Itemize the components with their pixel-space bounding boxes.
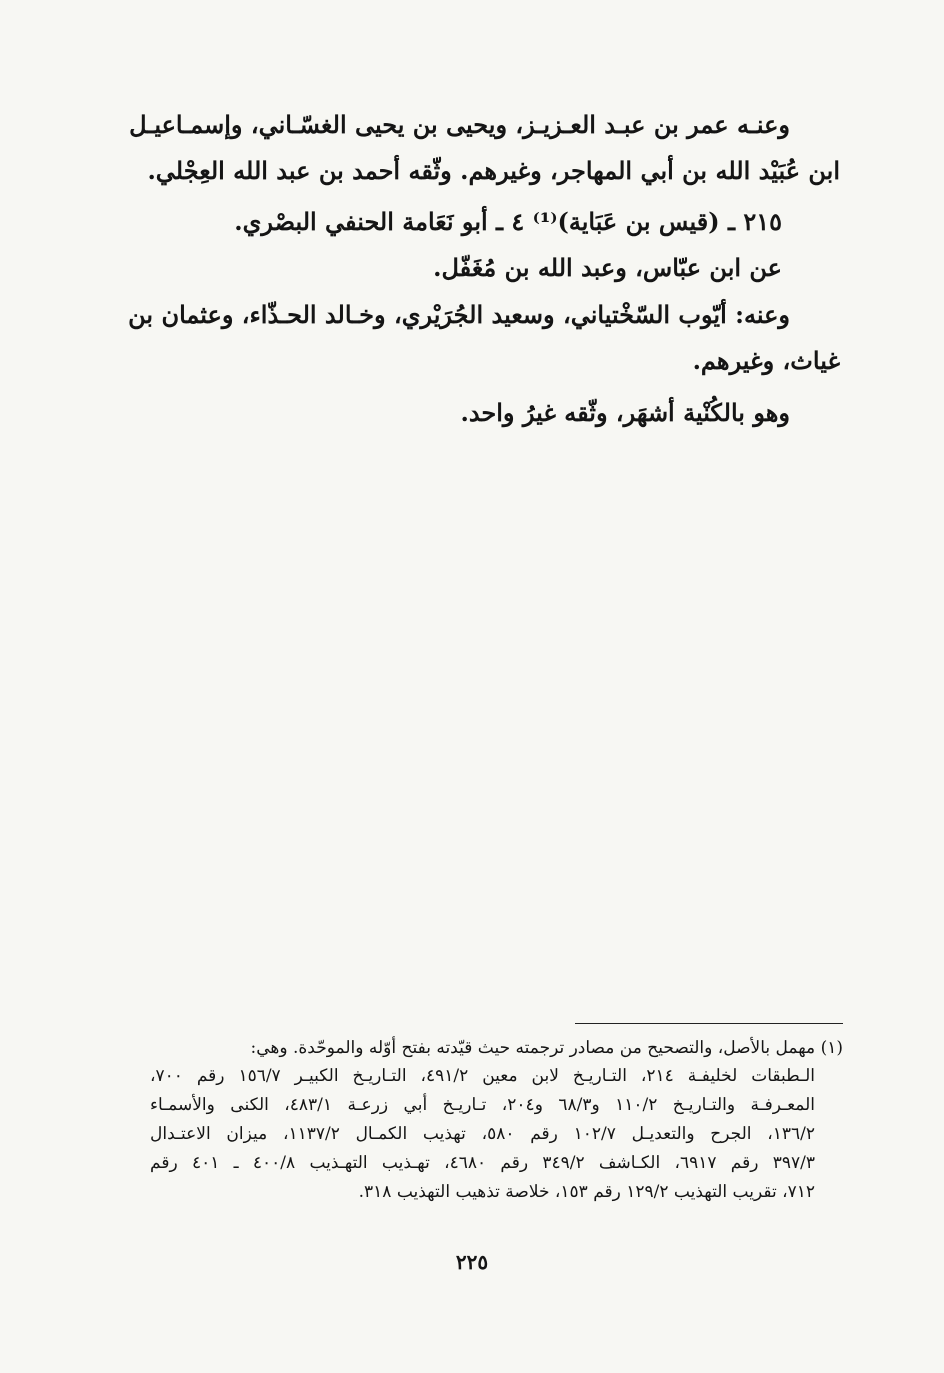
entry-heading: ٢١٥ ـ (قيس بن عَبَاية)⁽¹⁾ ٤ ـ أبو نَعَامة الحنفي البصْري. (234, 207, 782, 236)
footnote-line: الـطبقات لخليفـة ٢١٤، التـاريـخ لابن معين ٤٩١/٢، التـاريـخ الكبيـر ١٥٦/٧ رقم ٧٠٠، (150, 1066, 815, 1086)
main-text-line: وعنـه عمر بن عبـد العـزيـز، ويحيى بن يحيى الغسّـاني، وإسمـاعيـل (129, 110, 790, 139)
footnote-divider (575, 1023, 843, 1024)
footnote-line: ٧١٢، تقريب التهذيب ١٢٩/٢ رقم ١٥٣، خلاصة تذهيب التهذيب ٣١٨. (358, 1182, 815, 1202)
main-text-line: ابن عُبَيْد الله بن أبي المهاجر، وغيرهم. وثّقه أحمد بن عبد الله العِجْلي. (147, 156, 840, 185)
main-text-line: وعنه: أيّوب السّخْتياني، وسعيد الجُرَيْري، وخـالد الحـذّاء، وعثمان بن (128, 300, 790, 329)
footnote-line: ٣٩٧/٣ رقم ٦٩١٧، الكـاشف ٣٤٩/٢ رقم ٤٦٨٠، تهـذيب التهـذيب ٤٠٠/٨ ـ ٤٠١ رقم (150, 1153, 815, 1173)
main-text (128, 110, 840, 440)
main-text-line: غياث، وغيرهم. (692, 346, 840, 375)
main-text-line: وهو بالكُنْية أشهَر، وثّقه غيرُ واحد. (460, 398, 790, 427)
footnote-line: المعـرفـة والتـاريـخ ١١٠/٢ و٦٨/٣ و٢٠٤، تـاريـخ أبي زرعـة ٤٨٣/١، الكنى والأسمـاء (150, 1095, 816, 1115)
page-number: ٢٢٥ (455, 1250, 489, 1274)
footnote (150, 1038, 843, 1218)
main-text-line: عن ابن عبّاس، وعبد الله بن مُغَفّل. (433, 253, 782, 282)
footnote-line: (١) مهمل بالأصل، والتصحيح من مصادر ترجمته حيث قيّدته بفتح أوّله والموحّدة. وهي: (250, 1038, 843, 1058)
footnote-line: ١٣٦/٢، الجرح والتعديـل ١٠٢/٧ رقم ٥٨٠، تهذيب الكمـال ١١٣٧/٢، ميزان الاعتـدال (150, 1124, 816, 1144)
